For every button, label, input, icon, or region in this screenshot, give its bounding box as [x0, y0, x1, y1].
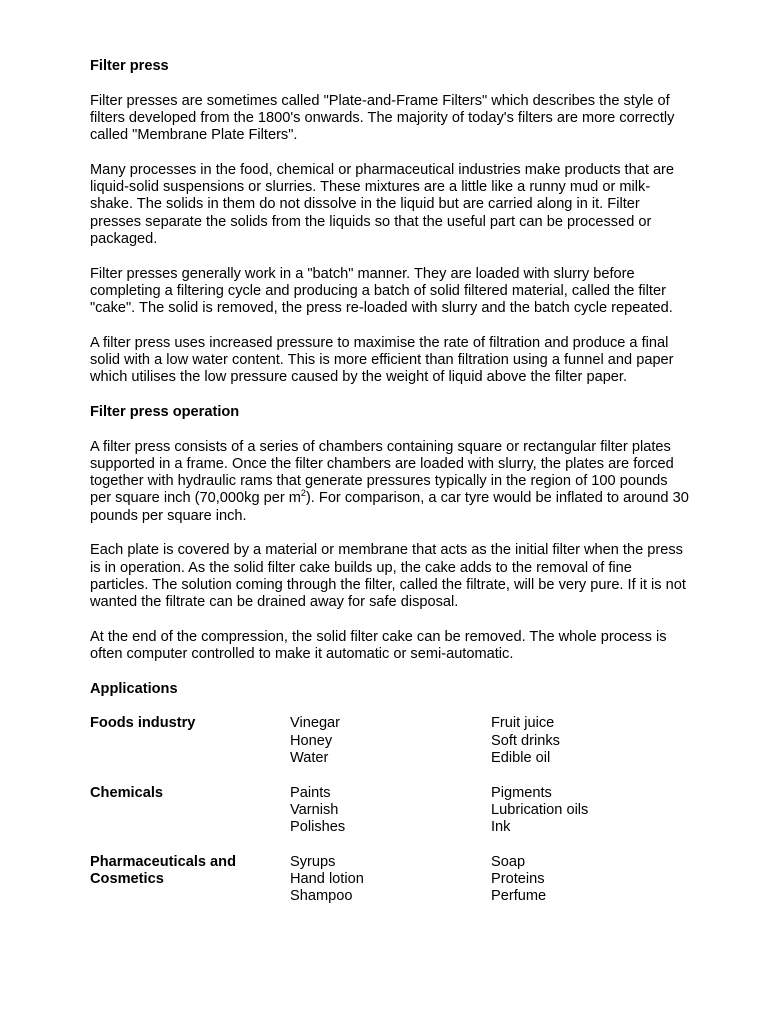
industry-label-line: Cosmetics [90, 871, 164, 888]
product-item: Polishes [290, 819, 346, 836]
document-body [90, 58, 690, 906]
product-column [491, 854, 681, 906]
section-heading-operation: Filter press operation [90, 403, 240, 420]
product-column [491, 715, 681, 767]
paragraph: Each plate is covered by a material or membrane that acts as the initial filter when the press is in operation. As the solid filter cake builds up, the cake adds to the removal of fine particles. The solution coming through the filter, called the filtrate, will be very pure. If it is not wanted the filtrate can be drained away for safe disposal. [90, 542, 686, 611]
product-item: Lubrication oils [491, 801, 589, 818]
product-item: Paints [290, 784, 331, 801]
product-item: Honey [290, 732, 333, 749]
product-item: Water [290, 749, 329, 766]
industry-label [90, 854, 270, 889]
applications-row [90, 854, 690, 906]
applications-row [90, 785, 690, 837]
industry-label [90, 785, 270, 802]
product-column [290, 854, 480, 906]
product-column [290, 785, 480, 837]
paragraph: Filter presses generally work in a "batch" manner. They are loaded with slurry before completing a filtering cycle and producing a batch of solid filtered material, called the filter "cake". The solid is removed, the press re-loaded with slurry and the batch cycle repeated. [90, 265, 673, 317]
product-item: Soft drinks [491, 732, 560, 749]
product-item: Syrups [290, 853, 336, 870]
industry-label-line: Foods industry [90, 715, 196, 732]
paragraph: A filter press uses increased pressure to maximise the rate of filtration and produce a final solid with a low water content. This is more efficient than filtration using a funnel and paper which utilises the low pressure caused by the weight of liquid above the filter paper. [90, 334, 674, 386]
industry-label-line: Pharmaceuticals and [90, 853, 237, 870]
product-item: Proteins [491, 871, 545, 888]
product-item: Vinegar [290, 715, 341, 732]
paragraph: At the end of the compression, the solid filter cake can be removed. The whole process is often computer controlled to make it automatic or semi-automatic. [90, 628, 667, 663]
applications-table [90, 715, 690, 906]
paragraph-text: A filter press consists of a series of chambers containing square or rectangular filter plates supported in a frame. Once the filter chambers are loaded with slurry, the plates are forced together with hydraulic rams that generate pressures typically in the region of 100 pounds per square inch (70,000kg per m [90, 438, 674, 507]
paragraph-text: ). For comparison, a car tyre would be inflated to around 30 pounds per square inch. [90, 490, 689, 524]
superscript: 2 [300, 488, 306, 499]
paragraph [90, 439, 690, 525]
product-item: Ink [491, 819, 511, 836]
section-heading-filter-press: Filter press [90, 58, 169, 74]
industry-label [90, 715, 270, 732]
section-heading-applications: Applications [90, 680, 178, 697]
product-item: Pigments [491, 784, 552, 801]
product-item: Varnish [290, 801, 339, 818]
product-item: Hand lotion [290, 871, 364, 888]
product-column [491, 785, 681, 837]
paragraph: Many processes in the food, chemical or pharmaceutical industries make products that are liquid-solid suspensions or slurries. These mixtures are a little like a runny mud or milk-shake. The solids in them do not dissolve in the liquid but are carried along in it. Filter presses separate the solids from the liquids so that the useful part can be processed or packaged. [90, 161, 675, 247]
product-item: Soap [491, 853, 526, 870]
product-item: Perfume [491, 888, 547, 905]
paragraph: Filter presses are sometimes called "Plate-and-Frame Filters" which describes the style of filters developed from the 1800's onwards. The majority of today's filters are more correctly called "Membrane Plate Filters". [90, 92, 675, 144]
product-column [290, 715, 480, 767]
product-item: Shampoo [290, 888, 353, 905]
applications-row [90, 715, 690, 767]
product-item: Fruit juice [491, 715, 555, 732]
industry-label-line: Chemicals [90, 784, 164, 801]
product-item: Edible oil [491, 749, 551, 766]
